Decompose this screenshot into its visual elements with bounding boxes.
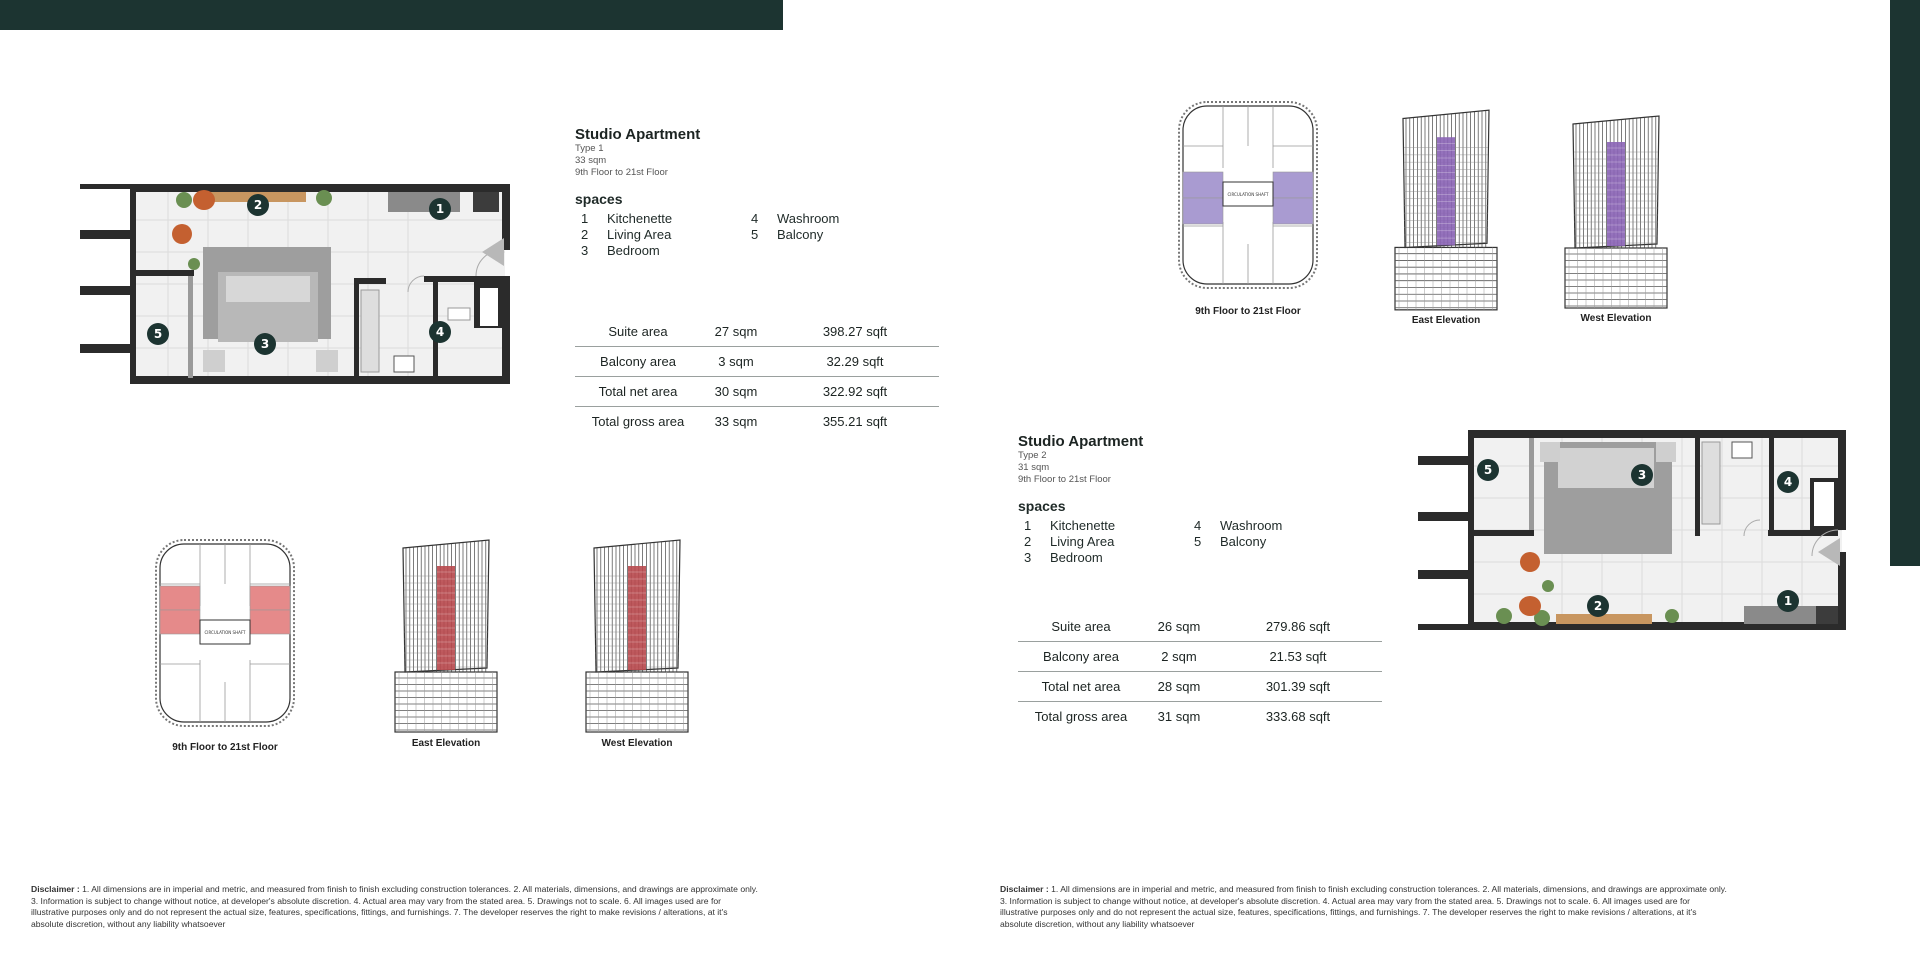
- space-number: 4: [751, 211, 759, 226]
- apartment-floors: 9th Floor to 21st Floor: [1018, 474, 1111, 485]
- space-label: Living Area: [607, 227, 672, 242]
- area-sqft: 21.53 sqft: [1214, 642, 1382, 672]
- floor-plan-type1: [78, 172, 518, 392]
- east-elevation-type1: [391, 536, 501, 736]
- space-item: [1018, 518, 1188, 533]
- plan2-marker-3: 3: [1637, 468, 1647, 482]
- disclaimer-right: [1000, 884, 1728, 930]
- space-number: 1: [581, 211, 589, 226]
- disclaimer-label: Disclaimer :: [1000, 884, 1049, 894]
- area-sqft: 398.27 sqft: [822, 324, 888, 339]
- top-brand-bar: [0, 0, 783, 30]
- table-row: [575, 347, 939, 377]
- table-row: [1018, 702, 1382, 732]
- spaces-heading: spaces: [575, 191, 623, 207]
- plan1-marker-3: 3: [260, 337, 270, 351]
- table-row: [575, 317, 939, 347]
- apartment-type: Type 1: [575, 143, 604, 154]
- space-label: Bedroom: [607, 243, 660, 258]
- area-label: Total net area: [1018, 672, 1144, 702]
- space-item: [1188, 534, 1338, 549]
- space-item: [745, 211, 895, 226]
- key-plan-label: 9th Floor to 21st Floor: [172, 742, 278, 753]
- plan2-marker-2: 2: [1593, 599, 1603, 613]
- space-number: 5: [751, 227, 759, 242]
- plan2-marker-4: 4: [1783, 475, 1793, 489]
- apartment-title: Studio Apartment: [1018, 433, 1144, 450]
- east-elevation-type2: [1391, 106, 1501, 314]
- table-row: [1018, 642, 1382, 672]
- floor-plan-type2: [1412, 420, 1852, 642]
- spaces-heading: spaces: [1018, 498, 1066, 514]
- space-label: Kitchenette: [607, 211, 673, 226]
- circulation-shaft-label: CIRCULATION SHAFT: [1227, 192, 1269, 197]
- area-sqm: 33 sqm: [701, 407, 771, 437]
- space-item: [1018, 550, 1188, 565]
- plan1-marker-1: 1: [435, 202, 445, 216]
- plan1-marker-5: 5: [153, 327, 163, 341]
- table-row: [1018, 612, 1382, 642]
- area-sqm: 28 sqm: [1144, 672, 1214, 702]
- area-label: Total gross area: [1018, 702, 1144, 732]
- area-table-type1: [575, 317, 939, 436]
- area-label: Total gross area: [575, 407, 701, 437]
- apartment-spec-type1: [575, 126, 895, 258]
- disclaimer-text: 1. All dimensions are in imperial and metric, and measured from finish to finish excluding construction tolerances. 2. All materials, dimensions, and drawings are approximate only. 3. Information is subject to change without notice, at developer's absolute discretion. 4. Actual area may vary from the stated area. 5. Drawings not to scale. 6. All images used are for illustrative purposes only and do not represent the actual size, features, specifications, fittings, and furnishings. 7. The developer reserves the right to make revisions / alterations, at it's absolute discretion, without any liability whatsoever: [31, 884, 758, 929]
- apartment-size: 31 sqm: [1018, 462, 1050, 473]
- circulation-shaft-label: CIRCULATION SHAFT: [204, 630, 246, 635]
- area-label: Balcony area: [1018, 642, 1144, 672]
- area-sqft: 32.29 sqft: [771, 347, 939, 377]
- east-elevation-label: East Elevation: [1411, 315, 1481, 326]
- west-elevation-label: West Elevation: [1580, 313, 1652, 324]
- apartment-floors: 9th Floor to 21st Floor: [575, 167, 668, 178]
- space-item: [575, 227, 745, 242]
- space-item: [575, 243, 745, 258]
- space-label: Kitchenette: [1050, 518, 1116, 533]
- space-number: 3: [581, 243, 589, 258]
- plan1-marker-2: 2: [253, 198, 263, 212]
- disclaimer-label: Disclaimer :: [31, 884, 80, 894]
- right-brand-bar: [1890, 0, 1920, 566]
- area-label: Suite area: [1051, 619, 1111, 634]
- area-sqft: 333.68 sqft: [1214, 702, 1382, 732]
- area-sqm: 27 sqm: [714, 324, 758, 339]
- area-table-type2: [1018, 612, 1382, 731]
- table-row: [575, 407, 939, 437]
- area-sqft: 322.92 sqft: [771, 377, 939, 407]
- plan2-marker-5: 5: [1483, 463, 1493, 477]
- area-sqm: 2 sqm: [1144, 642, 1214, 672]
- spaces-list: [575, 211, 895, 258]
- area-sqm: 30 sqm: [701, 377, 771, 407]
- disclaimer-text: 1. All dimensions are in imperial and metric, and measured from finish to finish excluding construction tolerances. 2. All materials, dimensions, and drawings are approximate only. 3. Information is subject to change without notice, at developer's absolute discretion. 4. Actual area may vary from the stated area. 5. Drawings not to scale. 6. All images used are for illustrative purposes only and do not represent the actual size, features, specifications, fittings, and furnishings. 7. The developer reserves the right to make revisions / alterations, at it's absolute discretion, without any liability whatsoever: [1000, 884, 1727, 929]
- west-elevation-type1: [582, 536, 692, 736]
- apartment-title: Studio Apartment: [575, 126, 701, 143]
- spaces-list: [1018, 518, 1338, 565]
- area-sqm: 3 sqm: [701, 347, 771, 377]
- space-label: Washroom: [777, 211, 840, 226]
- space-number: 3: [1024, 550, 1032, 565]
- space-item: [745, 227, 895, 242]
- space-item: [1188, 518, 1338, 533]
- area-label: Suite area: [608, 324, 668, 339]
- plan1-marker-4: 4: [435, 325, 445, 339]
- west-elevation-type2: [1561, 112, 1671, 312]
- space-number: 2: [1024, 534, 1032, 549]
- area-sqft: 279.86 sqft: [1265, 619, 1331, 634]
- area-label: Total net area: [575, 377, 701, 407]
- key-plan-type1: [150, 536, 300, 730]
- east-elevation-label: East Elevation: [411, 738, 481, 749]
- space-label: Balcony: [777, 227, 824, 242]
- space-number: 4: [1194, 518, 1202, 533]
- space-label: Washroom: [1220, 518, 1283, 533]
- area-sqft: 355.21 sqft: [771, 407, 939, 437]
- apartment-spec-type2: [1018, 433, 1338, 565]
- plan2-marker-1: 1: [1783, 594, 1793, 608]
- area-sqm: 26 sqm: [1157, 619, 1201, 634]
- space-number: 2: [581, 227, 589, 242]
- space-label: Balcony: [1220, 534, 1267, 549]
- area-sqm: 31 sqm: [1144, 702, 1214, 732]
- west-elevation-label: West Elevation: [601, 738, 673, 749]
- space-number: 5: [1194, 534, 1202, 549]
- apartment-size: 33 sqm: [575, 155, 607, 166]
- apartment-type: Type 2: [1018, 450, 1047, 461]
- space-number: 1: [1024, 518, 1032, 533]
- area-label: Balcony area: [575, 347, 701, 377]
- table-row: [575, 377, 939, 407]
- key-plan-label: 9th Floor to 21st Floor: [1195, 306, 1301, 317]
- area-sqft: 301.39 sqft: [1214, 672, 1382, 702]
- disclaimer-left: [31, 884, 759, 930]
- space-label: Bedroom: [1050, 550, 1103, 565]
- space-item: [1018, 534, 1188, 549]
- table-row: [1018, 672, 1382, 702]
- space-item: [575, 211, 745, 226]
- space-label: Living Area: [1050, 534, 1115, 549]
- key-plan-type2: [1173, 98, 1323, 292]
